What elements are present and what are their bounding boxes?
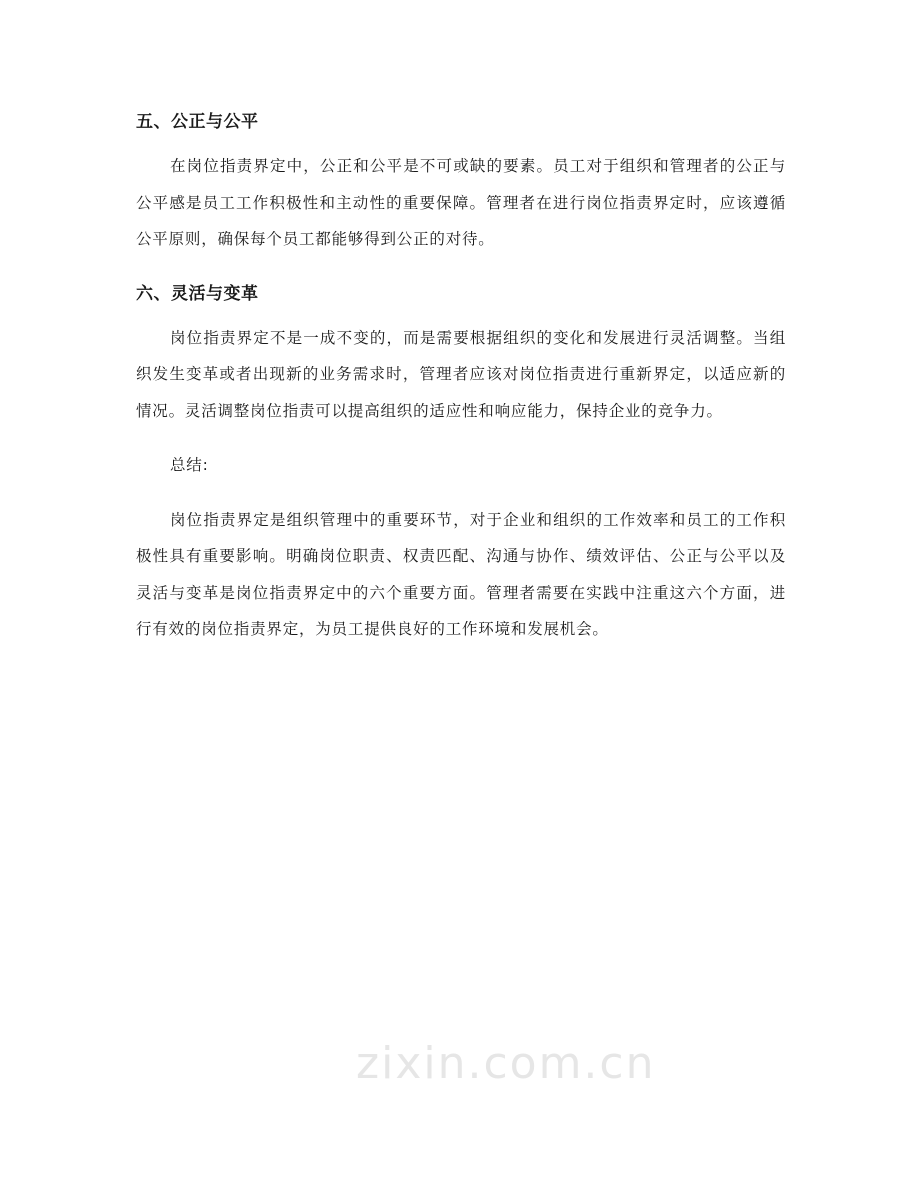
section-paragraph-flexibility: 岗位指责界定不是一成不变的，而是需要根据组织的变化和发展进行灵活调整。当组织发生变革或者出现新的业务需求时，管理者应该对岗位指责进行重新界定，以适应新的情况。灵活调整岗位指责可以提高组织的适应性和响应能力，保持企业的竞争力。 (136, 328, 786, 420)
summary-label: 总结: (170, 456, 209, 474)
section-heading-fairness: 五、公正与公平 (136, 112, 259, 132)
document-body (136, 104, 786, 666)
section-heading-flexibility: 六、灵活与变革 (136, 283, 259, 304)
summary-paragraph: 岗位指责界定是组织管理中的重要环节，对于企业和组织的工作效率和员工的工作积极性具有重要影响。明确岗位职责、权责匹配、沟通与协作、绩效评估、公正与公平以及灵活与变革是岗位指责界定中的六个重要方面。管理者需要在实践中注重这六个方面，进行有效的岗位指责界定，为员工提供良好的工作环境和发展机会。 (136, 510, 786, 638)
section-paragraph-fairness: 在岗位指责界定中，公正和公平是不可或缺的要素。员工对于组织和管理者的公正与公平感是员工工作积极性和主动性的重要保障。管理者在进行岗位指责界定时，应该遵循公平原则，确保每个员工都能够得到公正的对待。 (136, 157, 786, 248)
watermark-logo: zixin.com.cn (356, 1038, 656, 1089)
